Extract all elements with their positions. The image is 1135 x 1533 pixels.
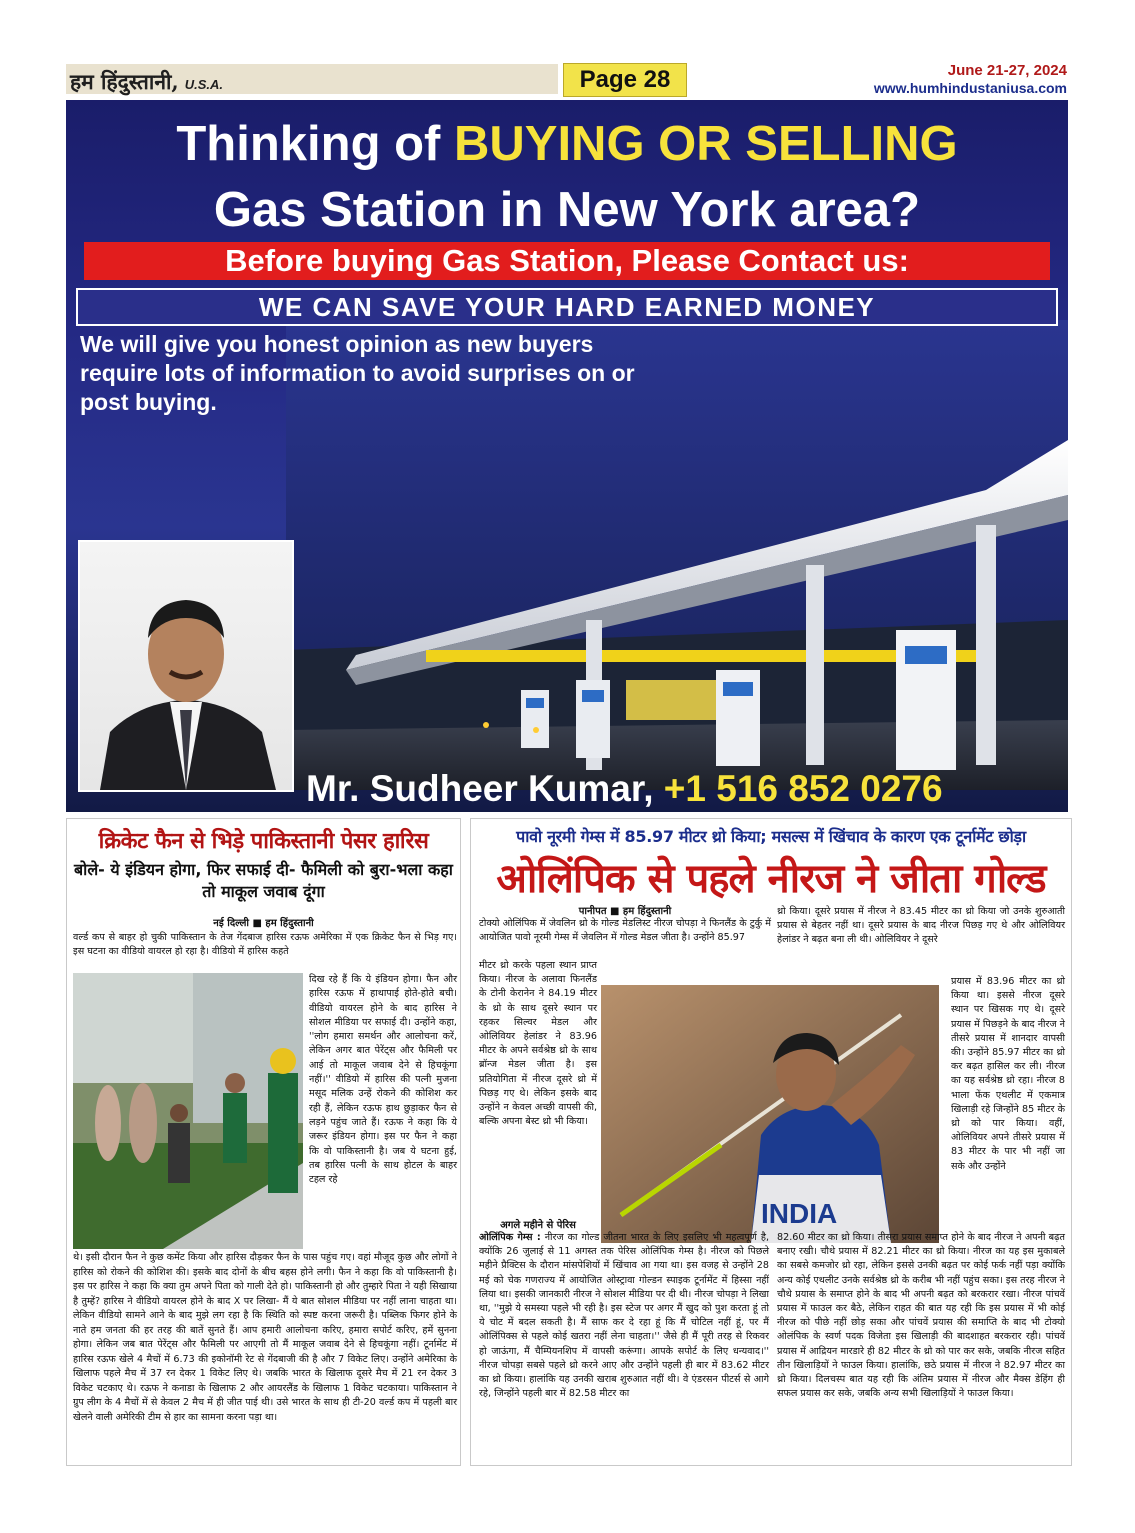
page-number-label: Page 28 — [563, 63, 687, 97]
article-paragraph: 82.60 मीटर का थ्रो किया। तीसरा प्रयास समाप्त होने के बाद नीरज ने अपनी बढ़त बनाए रखी। चौथे प्रयास में 82.21 मीटर का थ्रो किया। नीरज का यह इस मुकाबले का सबसे कमजोर थ्रो रहा, लेकिन इससे उनकी बढ़त पर कोई फर्क नहीं पड़ा क्योंकि अन्य कोई एथलीट उनके सर्वश्रेष्ठ थ्रो के करीब भी नहीं पहुंच सका। इस तरह नीरज ने चौथे प्रयास के समाप्त होने के बाद भी अपनी बढ़त को बरकरार रखा। नीरज पांचवें प्रयास में फाउल कर बैठे, लेकिन राहत की बात यह रही कि इस प्रयास में भी कोई नीरज को पीछे नहीं छोड़ सका और पांचवें प्रयास की समाप्ति के बाद भी टोक्यो ओलंपिक के स्वर्ण पदक विजेता इस खिलाड़ी की बादशाहत बरकरार रही। पांचवें प्रयास में आद्रियन मारडारे ही 82 मीटर के थ्रो को पार कर सके, जबकि नीरज सहित तीन खिलाड़ियों ने फाउल किया। हालांकि, छठे प्रयास में नीरज ने 82.97 मीटर का थ्रो किया। दिलचस्प बात यह रही कि अंतिम प्रयास में नीरज और मैक्स डेहिंग ही सफल प्रयास कर सके, जबकि अन्य सभी खिलाड़ियों ने फाउल किया। — [777, 1232, 1065, 1400]
masthead-name: हम हिंदुस्तानी, — [70, 69, 179, 94]
article-paragraph: टोक्यो ओलिंपिक में जेवलिन थ्रो के गोल्ड मेडलिस्ट नीरज चोपड़ा ने फिनलैंड के टुर्कु में आयोजित पावो नूरमी गेम्स में जेवलिन में गोल्ड मेडल जीता है। उन्होंने 85.97 — [479, 918, 771, 944]
masthead-title — [70, 68, 223, 96]
article-kicker: पावो नूरमी गेम्स में 85.97 मीटर थ्रो किया; मसल्स में खिंचाव के कारण एक टूर्नामेंट छोड़ा — [516, 827, 1026, 846]
ad-headline-highlight: BUYING OR SELLING — [453, 117, 958, 171]
ad-headline-line1 — [66, 116, 1068, 172]
article-byline: पानीपत ■ हम हिंदुस्तानी — [578, 906, 672, 917]
article-headline: क्रिकेट फैन से भिड़े पाकिस्तानी पेसर हारिस — [98, 829, 429, 854]
ad-body-text: We will give you honest opinion as new buyers require lots of information to avoid surprises on or post buying. — [80, 331, 635, 415]
javelin-article — [470, 818, 1072, 1466]
article-paragraph: वर्ल्ड कप से बाहर हो चुकी पाकिस्तान के तेज गेंदबाज हारिस रऊफ अमेरिका में एक क्रिकेट फैन से भिड़ गए। इस घटना का वीडियो वायरल हो रहा है। वीडियो में हारिस कहते — [73, 932, 457, 957]
issue-date: June 21-27, 2024 — [947, 62, 1067, 79]
javelin-photo-illustration — [601, 985, 939, 1243]
article-byline: नई दिल्ली ■ हम हिंदुस्तानी — [213, 918, 314, 929]
article-paragraph — [479, 1231, 769, 1401]
section-text: नीरज का गोल्ड जीतना भारत के लिए इसलिए भी महत्वपूर्ण है, क्योंकि 26 जुलाई से 11 अगस्त तक पेरिस ओलिंपिक गेम्स है। नीरज को पिछले महीने प्रैक्टिस के दौरान मांसपेशियों में खिंचाव आ गया था। इस वजह से उन्होंने 28 मई को चेक गणराज्य में आयोजित ओस्ट्रावा गोल्डन स्पाइक टूर्नामेंट में हिस्सा नहीं लिया था। इसकी जानकारी नीरज ने सोशल मीडिया पर दी थी। नीरज चोपड़ा ने लिखा था, ''मुझे ये समस्या पहले भी रही है। इस स्टेज पर अगर मैं खुद को पुश करता हूं तो ये चोट में बदल सकती है। मैं साफ कर दे रहा हूं कि मैं चोटिल नहीं हूं, पर मैं ओलिंपिक्स से पहले कोई खतरा नहीं लेना चाहता।'' जैसे ही मैं पूरी तरह से रिकवर हो जाऊंगा, मैं चैम्पियनशिप में वापसी करूंगा। आपके सपोर्ट के लिए धन्यवाद।'' नीरज चोपड़ा सबसे पहले थ्रो करने आए और उन्होंने पहली ही बार में 83.62 मीटर का थ्रो किया। हालांकि यह उनकी खराब शुरुआत नहीं थी। वे एंडरसन पीटर्स से आगे रहे, जिन्होंने पहली बार में 82.58 मीटर का — [479, 1232, 769, 1400]
jersey-text: INDIA — [761, 1198, 838, 1229]
website-link[interactable]: www.humhindustaniusa.com — [873, 80, 1067, 96]
article-headline: ओलिंपिक से पहले नीरज ने जीता गोल्ड — [496, 856, 1046, 902]
cricket-incident-photo — [73, 973, 303, 1249]
article-paragraph: थे। इसी दौरान फैन ने कुछ कमेंट किया और हारिस दौड़कर फैन के पास पहुंच गए। वहां मौजूद कुछ और लोगों ने हारिस को रोकने की कोशिश की। इसके बाद दोनों के बीच बहस होने लगी। फैन ने कहा कि वो पाकिस्तानी है। इस पर हारिस ने कहा कि क्या तुम अपने पिता को गाली देते हो। पाकिस्तानी हो और तुम्हारे पिता ने यही सिखाया है तुम्हें? हारिस ने वीडियो वायरल होने के बाद X पर लिखा- मैं ये बात सोशल मीडिया पर नहीं लाना चाहता था। लेकिन वीडियो सामने आने के बाद मुझे लग रहा है कि स्थिति को स्पष्ट करना जरूरी है। पब्लिक फिगर होने के नाते हम जनता की हर तरह की बातें सुनते हैं। आप हमारी आलोचना करिए, हमारा सपोर्ट करिए, हमें सुनना होगा। लेकिन जब बात पेरेंट्स और फैमिली पर आएगी तो मैं माकूल जवाब देने से हिचकूंगा नहीं। टूर्नामेंट में हारिस रऊफ खेले 4 मैचों में 6.73 की इकोनॉमी रेट से गेंदबाजी की है और 7 विकेट लिए। उन्होंने अमेरिका के खिलाफ पहले मैच में 37 रन देकर 1 विकेट लिए थे। जबकि भारत के खिलाफ दूसरे मैच में 21 रन देकर 3 विकेट चटकाए थे। रऊफ ने कनाडा के खिलाफ 2 और आयरलैंड के खिलाफ 1 विकेट चटकाया। पाकिस्तान ने ग्रुप लीग के 4 मैचों में से केवल 2 मैच में ही जीत पाई थी। उसे भारत के साथ ही टी-20 वर्ल्ड कप में पहली बार खेलने वाली अमेरिकी टीम से हार का सामना करना पड़ा था। — [73, 1252, 457, 1423]
ad-red-banner: Before buying Gas Station, Please Contact us: — [84, 242, 1050, 280]
article-paragraph: मीटर थ्रो करके पहला स्थान प्राप्त किया। नीरज के अलावा फिनलैंड के टोनी केरानेन ने 84.19 मीटर के थ्रो के साथ दूसरे स्थान पर रहकर सिल्वर मेडल और ओलिवियर हेलांडर ने 83.96 मीटर के अपने सर्वश्रेष्ठ थ्रो के साथ ब्रॉन्ज मेडल जीता है। इस प्रतियोगिता में नीरज दूसरे थ्रो में पिछड़ गए थे। लेकिन इसके बाद उन्होंने न केवल अच्छी वापसी की, बल्कि अपना बेस्ट थ्रो भी किया। — [479, 960, 597, 1128]
masthead-suffix: U.S.A. — [184, 77, 224, 92]
portrait-illustration — [80, 542, 292, 790]
article-subheading: अगले महीने से पेरिस — [500, 1220, 576, 1231]
article-paragraph: थ्रो किया। दूसरे प्रयास में नीरज ने 83.45 मीटर का थ्रो किया जो उनके शुरुआती प्रयास से बेहतर नहीं था। दूसरे प्रयास के बाद नीरज पिछड़ गए थे और ओलिवियर हेलांडर ने बढ़त बना ली थी। ओलिवियर ने दूसरे — [777, 906, 1065, 946]
advertiser-portrait — [78, 540, 294, 792]
article-paragraph: दिख रहे हैं कि ये इंडियन होगा। फैन और हारिस रऊफ में हाथापाई होते-होते बची। वीडियो वायरल होने के बाद हारिस ने सोशल मीडिया पर सफाई दी। उन्होंने कहा, ''लोग हमारा समर्थन और आलोचना करें, लेकिन अगर बात पेरेंट्स और फैमिली पर आई तो माकूल जवाब देने से हिचकूंगा नहीं।'' वीडियो में हारिस की पत्नी मुजना मसूद मलिक उन्हें रोकने की कोशिश कर रही हैं, लेकिन रऊफ हाथ छुड़ाकर फैन से लड़ने पहुंच जाते हैं। रऊफ ने कहा कि ये जरूर इंडियन होगा। इस पर फैन ने कहा कि वो पाकिस्तानी है। जब ये घटना हुई, तब हारिस पत्नी के साथ होटल के बाहर टहल रहे — [309, 974, 457, 1186]
section-lead: ओलिंपिक गेम्स : — [479, 1232, 541, 1243]
javelin-athlete-photo — [601, 985, 939, 1243]
ad-headline-line2: Gas Station in New York area? — [213, 183, 921, 237]
gas-station-ad — [66, 100, 1068, 812]
cricket-photo-illustration — [73, 973, 303, 1249]
cricket-article — [66, 818, 461, 1466]
ad-contact-line — [306, 768, 1066, 810]
ad-headline-prefix: Thinking of — [176, 117, 441, 171]
article-subhead: बोले- ये इंडियन होगा, फिर सफाई दी- फैमिली को बुरा-भला कहा तो माकूल जवाब दूंगा — [74, 860, 453, 901]
contact-phone[interactable]: +1 516 852 0276 — [663, 768, 943, 809]
ad-blue-banner: WE CAN SAVE YOUR HARD EARNED MONEY — [76, 288, 1058, 326]
contact-name: Mr. Sudheer Kumar, — [306, 768, 654, 809]
article-paragraph: प्रयास में 83.96 मीटर का थ्रो किया था। इससे नीरज दूसरे स्थान पर खिसक गए थे। दूसरे प्रयास में पिछड़ने के बाद नीरज ने तीसरे प्रयास में शानदार वापसी की। उन्होंने 85.97 मीटर का थ्रो कर बढ़त हासिल कर ली। नीरज का यह सर्वश्रेष्ठ थ्रो रहा। नीरज 8 भाला फेंक एथलीट में एकमात्र खिलाड़ी रहे जिन्होंने 85 मीटर के थ्रो को पार किया। वहीं, ओलिवियर अपने तीसरे प्रयास में 83 मीटर के पार भी नहीं जा सके और उन्होंने — [951, 976, 1065, 1172]
